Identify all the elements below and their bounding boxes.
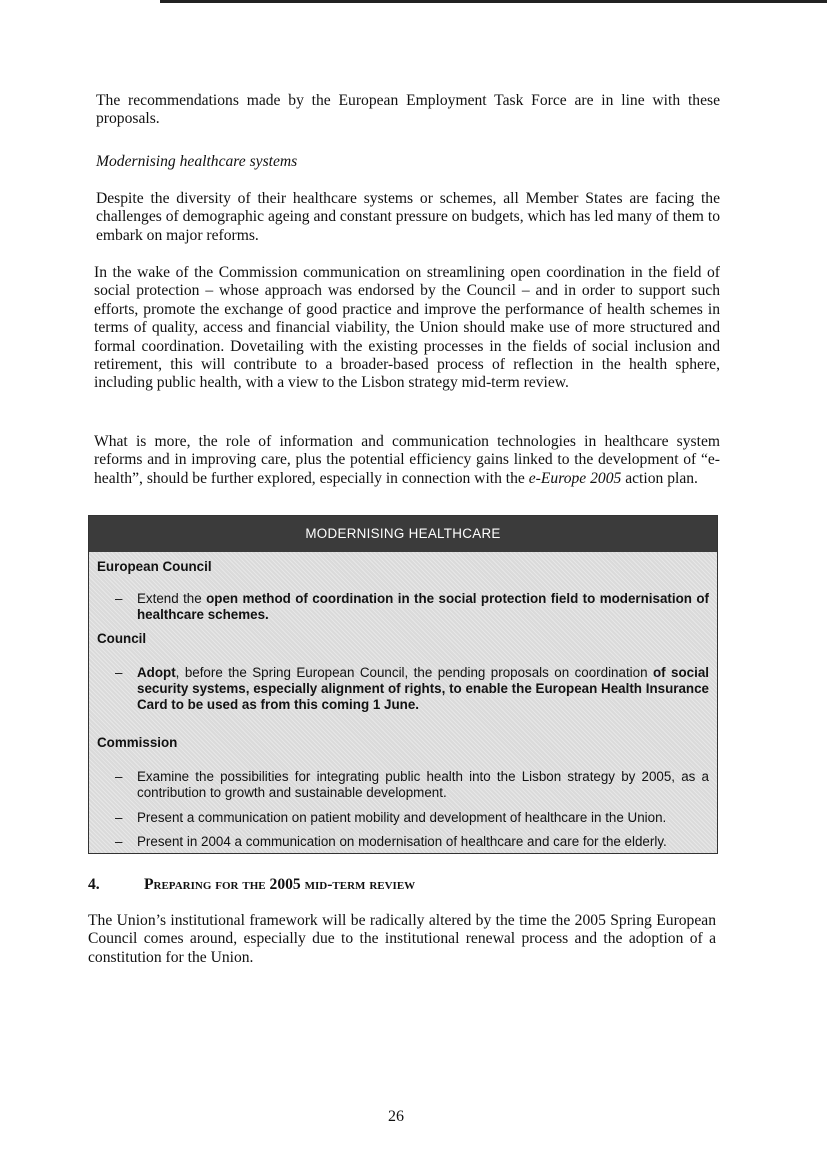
list-item: [115, 665, 709, 713]
paragraph-recommendations: The recommendations made by the European Employment Task Force are in line with these proposals.: [96, 92, 720, 128]
item-bold: open method of coordination in the social protection field to modernisation of healthcare schemes.: [137, 591, 709, 622]
paragraph-commission-communication: In the wake of the Commission communication on streamlining open coordination in the field of social protection – whose approach was endorsed by the Council – and in order to support such efforts, promote the exchange of good practice and improve the performance of health schemes in terms of quality, access and financial viability, the Union should make use of more structured and formal coordination. Dovetailing with the existing processes in the fields of social inclusion and retirement, this will contribute to a broader-based process of reflection in the health sphere, including public health, with a view to the Lisbon strategy mid-term review.: [94, 264, 720, 392]
section-council: Council: [97, 631, 147, 646]
item-text: [115, 665, 709, 713]
dash: –: [115, 769, 123, 784]
section-4-heading: [88, 876, 415, 894]
item-text: [115, 591, 709, 623]
section-title-year: 2005: [269, 876, 301, 893]
paragraph-ict-text: What is more, the role of information and communication technologies in healthcare system reforms and in improving care, plus the potential efficiency gains linked to the development of “e-health”, should be further explored, especially in connection with the: [94, 433, 720, 487]
dash: –: [115, 591, 123, 606]
list-item: [115, 810, 709, 826]
item-lead: , before the Spring European Council, the pending proposals on coordination: [175, 665, 653, 680]
eeurope-title: e-Europe 2005: [528, 469, 622, 487]
list-item: [115, 769, 709, 801]
section-commission: Commission: [97, 735, 178, 750]
list-item: [115, 834, 709, 850]
dash: –: [115, 810, 123, 825]
section-european-council: European Council: [97, 559, 212, 574]
section-title-b: mid-term review: [300, 876, 416, 893]
modernising-healthcare-box: [88, 515, 718, 854]
item-text: Examine the possibilities for integrating public health into the Lisbon strategy by 2005, as a contribution to growth and sustainable development.: [137, 769, 709, 800]
section-number: 4.: [88, 876, 100, 893]
paragraph-ict: [94, 433, 720, 488]
item-text: Present in 2004 a communication on modernisation of healthcare and care for the elderly.: [137, 834, 667, 849]
list-item: [115, 591, 709, 623]
dash: –: [115, 665, 123, 680]
top-rule: [160, 0, 827, 3]
dash: –: [115, 834, 123, 849]
paragraph-diversity: Despite the diversity of their healthcare systems or schemes, all Member States are facing the challenges of demographic ageing and constant pressure on budgets, which has led many of them to embark on major reforms.: [96, 190, 720, 244]
subheading-modernising: Modernising healthcare systems: [96, 153, 298, 170]
item-lead-bold: Adopt: [137, 665, 176, 680]
page-number: 26: [388, 1108, 404, 1125]
paragraph-institutional-framework: The Union’s institutional framework will be radically altered by the time the 2005 Spring European Council comes around, especially due to the institutional renewal process and the adoption of a constitution for the Union.: [88, 912, 716, 966]
item-lead: Extend the: [137, 591, 207, 606]
item-text: Present a communication on patient mobility and development of healthcare in the Union.: [137, 810, 667, 825]
section-title-a: Preparing for the: [144, 876, 270, 893]
box-title: MODERNISING HEALTHCARE: [89, 516, 717, 552]
paragraph-ict-end: action plan.: [621, 469, 698, 487]
item-bold: of social security systems, especially alignment of rights, to enable the European Health Insurance Card to be used as from this coming 1 June.: [137, 665, 709, 712]
